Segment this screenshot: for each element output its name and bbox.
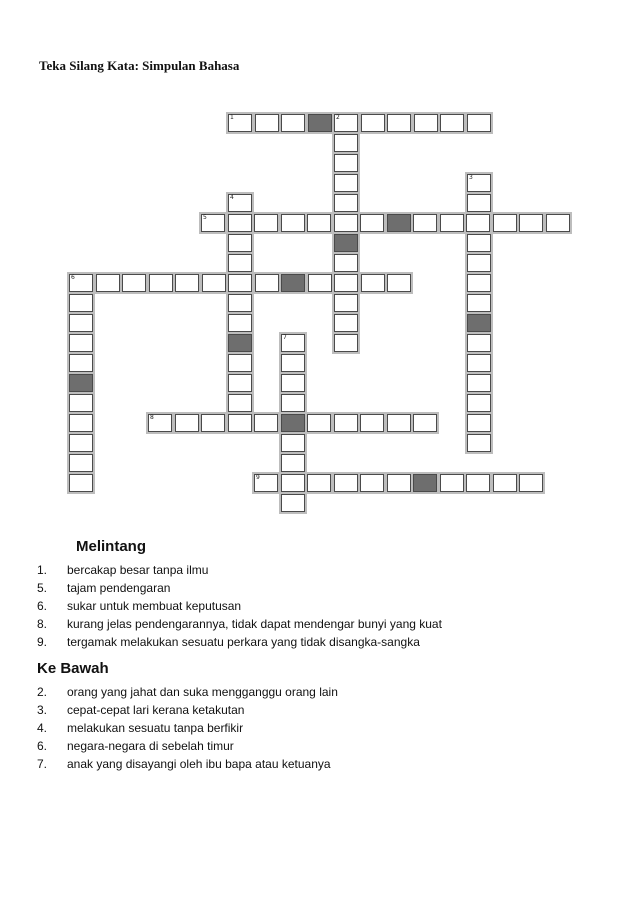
crossword-cell[interactable]: [255, 114, 279, 132]
crossword-cell[interactable]: [228, 354, 252, 372]
crossword-cell[interactable]: [467, 194, 491, 212]
crossword-cell[interactable]: [69, 414, 93, 432]
crossword-cell[interactable]: [440, 114, 464, 132]
crossword-cell[interactable]: [467, 354, 491, 372]
crossword-cell[interactable]: [281, 494, 305, 512]
crossword-cell[interactable]: [334, 474, 358, 492]
crossword-cell[interactable]: [387, 414, 411, 432]
crossword-cell[interactable]: [334, 314, 358, 332]
crossword-cell[interactable]: [307, 414, 331, 432]
crossword-cell[interactable]: [308, 274, 332, 292]
crossword-cell[interactable]: [228, 234, 252, 252]
crossword-cell[interactable]: [387, 274, 411, 292]
crossword-cell[interactable]: [334, 414, 358, 432]
crossword-cell-blocked: [228, 334, 252, 352]
crossword-cell[interactable]: [467, 334, 491, 352]
clue-number: 5: [203, 214, 207, 221]
crossword-cell[interactable]: [228, 314, 252, 332]
crossword-cell[interactable]: [228, 254, 252, 272]
crossword-cell[interactable]: [413, 414, 437, 432]
clue-number: 4: [230, 194, 234, 201]
crossword-cell[interactable]: [228, 414, 252, 432]
crossword-cell[interactable]: [467, 274, 491, 292]
crossword-cell[interactable]: [281, 214, 305, 232]
crossword-cell[interactable]: [228, 274, 252, 292]
crossword-cell-blocked: [281, 274, 305, 292]
clue-number: 9: [256, 474, 260, 481]
crossword-cell[interactable]: [414, 114, 438, 132]
crossword-cell[interactable]: [361, 274, 385, 292]
crossword-cell[interactable]: [69, 334, 93, 352]
crossword-cell[interactable]: [334, 174, 358, 192]
crossword-cell[interactable]: [228, 294, 252, 312]
crossword-cell[interactable]: [69, 394, 93, 412]
crossword-cell[interactable]: [334, 294, 358, 312]
crossword-cell[interactable]: [307, 214, 331, 232]
crossword-cell[interactable]: [360, 414, 384, 432]
crossword-cell[interactable]: [334, 274, 358, 292]
crossword-cell[interactable]: [467, 414, 491, 432]
crossword-cell[interactable]: [69, 274, 93, 292]
ke-bawah-clue: 3. cepat-cepat lari kerana ketakutan: [37, 703, 245, 717]
crossword-cell[interactable]: [281, 354, 305, 372]
crossword-cell[interactable]: [175, 414, 199, 432]
crossword-cell[interactable]: [519, 474, 543, 492]
crossword-cell[interactable]: [96, 274, 120, 292]
crossword-cell[interactable]: [466, 474, 490, 492]
crossword-cell[interactable]: [387, 474, 411, 492]
ke-bawah-clue: 7. anak yang disayangi oleh ibu bapa atau ketuanya: [37, 757, 331, 771]
crossword-cell[interactable]: [255, 274, 279, 292]
crossword-cell[interactable]: [281, 334, 305, 352]
crossword-cell[interactable]: [201, 414, 225, 432]
crossword-cell[interactable]: [69, 354, 93, 372]
crossword-cell[interactable]: [254, 414, 278, 432]
melintang-clue: 1. bercakap besar tanpa ilmu: [37, 563, 209, 577]
crossword-cell[interactable]: [201, 214, 225, 232]
crossword-cell-blocked: [334, 234, 358, 252]
ke-bawah-clue: 4. melakukan sesuatu tanpa berfikir: [37, 721, 244, 735]
crossword-cell[interactable]: [334, 154, 358, 172]
crossword-cell[interactable]: [361, 114, 385, 132]
crossword-cell[interactable]: [467, 374, 491, 392]
clue-number: 3: [469, 174, 473, 181]
crossword-cell[interactable]: [281, 374, 305, 392]
crossword-cell[interactable]: [467, 114, 491, 132]
crossword-cell-blocked: [413, 474, 437, 492]
crossword-cell[interactable]: [467, 234, 491, 252]
crossword-cell[interactable]: [69, 474, 93, 492]
melintang-clue: 9. tergamak melakukan sesuatu perkara yang tidak disangka-sangka: [37, 635, 420, 649]
ke-bawah-heading: Ke Bawah: [37, 660, 109, 677]
crossword-cell-blocked: [467, 314, 491, 332]
crossword-cell-blocked: [69, 374, 93, 392]
crossword-cell[interactable]: [440, 214, 464, 232]
melintang-heading: Melintang: [76, 538, 146, 555]
crossword-cell[interactable]: [254, 474, 278, 492]
crossword-cell[interactable]: [334, 194, 358, 212]
page-title: Teka Silang Kata: Simpulan Bahasa: [39, 58, 240, 73]
melintang-clue: 6. sukar untuk membuat keputusan: [37, 599, 242, 613]
crossword-cell[interactable]: [175, 274, 199, 292]
crossword-cell[interactable]: [281, 394, 305, 412]
crossword-cell[interactable]: [466, 214, 490, 232]
crossword-cell[interactable]: [440, 474, 464, 492]
crossword-cell[interactable]: [467, 174, 491, 192]
crossword-cell[interactable]: [467, 434, 491, 452]
crossword-cell[interactable]: [281, 114, 305, 132]
crossword-cell[interactable]: [281, 434, 305, 452]
crossword-cell[interactable]: [69, 314, 93, 332]
crossword-cell[interactable]: [228, 114, 252, 132]
crossword-cell[interactable]: [334, 254, 358, 272]
crossword-cell[interactable]: [546, 214, 570, 232]
ke-bawah-clue: 2. orang yang jahat dan suka mengganggu orang lain: [37, 685, 338, 699]
ke-bawah-clue: 6. negara-negara di sebelah timur: [37, 739, 234, 753]
crossword-cell[interactable]: [228, 394, 252, 412]
crossword-cell[interactable]: [69, 434, 93, 452]
crossword-cell-blocked: [281, 414, 305, 432]
crossword-cell[interactable]: [334, 214, 358, 232]
crossword-cell[interactable]: [519, 214, 543, 232]
crossword-cell[interactable]: [493, 474, 517, 492]
crossword-cell[interactable]: [148, 414, 172, 432]
crossword-cell[interactable]: [228, 374, 252, 392]
crossword-cell[interactable]: [281, 474, 305, 492]
clue-number: 1: [230, 114, 234, 121]
clue-number: 2: [336, 114, 340, 121]
crossword-cell[interactable]: [202, 274, 226, 292]
crossword-cell[interactable]: [69, 294, 93, 312]
crossword-cell[interactable]: [493, 214, 517, 232]
crossword-cell[interactable]: [467, 294, 491, 312]
crossword-cell[interactable]: [334, 134, 358, 152]
crossword-cell[interactable]: [467, 254, 491, 272]
crossword-cell[interactable]: [307, 474, 331, 492]
clue-number: 8: [150, 414, 154, 421]
melintang-clue: 8. kurang jelas pendengarannya, tidak dapat mendengar bunyi yang kuat: [37, 617, 442, 631]
crossword-cell[interactable]: [149, 274, 173, 292]
crossword-cell[interactable]: [228, 214, 252, 232]
clue-number: 6: [71, 274, 75, 281]
crossword-cell[interactable]: [228, 194, 252, 212]
crossword-cell-blocked: [308, 114, 332, 132]
crossword-cell[interactable]: [281, 454, 305, 472]
crossword-cell[interactable]: [360, 214, 384, 232]
crossword-cell[interactable]: [254, 214, 278, 232]
crossword-cell[interactable]: [334, 334, 358, 352]
crossword-cell[interactable]: [467, 394, 491, 412]
clue-number: 7: [283, 334, 287, 341]
crossword-cell[interactable]: [360, 474, 384, 492]
crossword-cell-blocked: [387, 214, 411, 232]
crossword-cell[interactable]: [334, 114, 358, 132]
crossword-cell[interactable]: [69, 454, 93, 472]
crossword-cell[interactable]: [413, 214, 437, 232]
crossword-cell[interactable]: [387, 114, 411, 132]
crossword-cell[interactable]: [122, 274, 146, 292]
melintang-clue: 5. tajam pendengaran: [37, 581, 171, 595]
